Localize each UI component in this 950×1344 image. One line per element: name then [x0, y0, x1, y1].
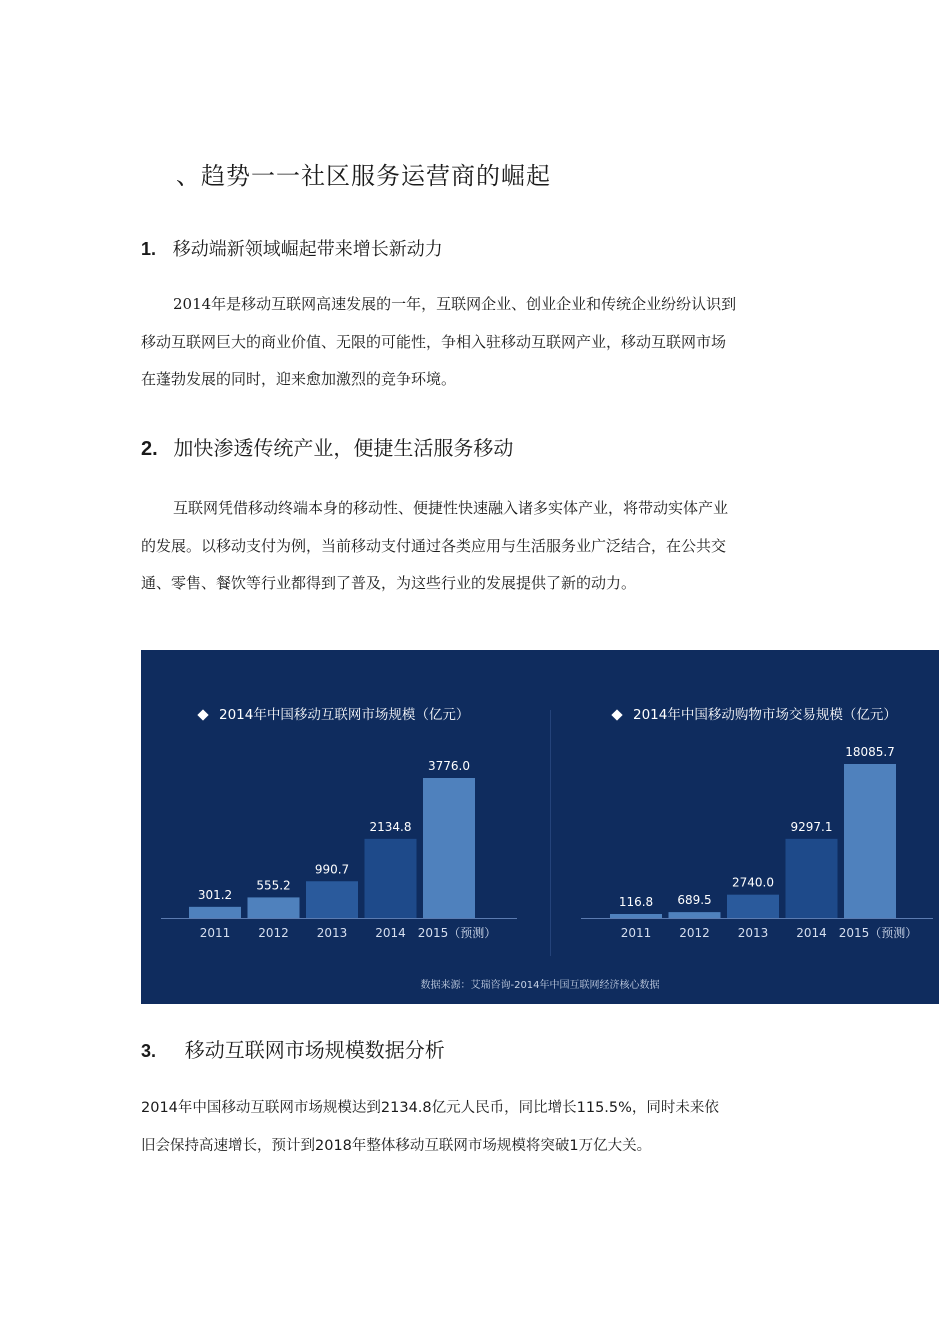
chart-2-bar: [610, 914, 662, 918]
chart-source-note: 数据来源：艾瑞咨询-2014年中国互联网经济核心数据: [420, 980, 660, 991]
chart-2-tick-label: 2014: [796, 926, 827, 940]
section-2-title: 加快渗透传统产业，便捷生活服务移动: [173, 436, 514, 460]
chart-2-data-label: 2740.0: [732, 875, 774, 890]
chart-1-bar: [306, 881, 358, 918]
chart-2-data-label: 9297.1: [790, 819, 833, 834]
chart-2-tick-label: 2013: [737, 926, 769, 940]
section-1-title: 移动端新领域崛起带来增长新动力: [172, 239, 443, 260]
paragraph-1-line: 在蓬勃发展的同时，迎来愈加激烈的竞争环境。: [141, 370, 457, 388]
chart-2-bar: [727, 895, 779, 918]
chart-2-data-label: 18085.7: [845, 745, 895, 759]
document-title: 、趋势一一社区服务运营商的崛起: [176, 162, 551, 190]
chart-1-data-label: 990.7: [314, 862, 350, 877]
chart-2-bar: [786, 839, 838, 918]
paragraph-3: [141, 1090, 811, 1165]
chart-1-tick-label: 2014: [375, 926, 406, 940]
chart-2-bar: [669, 912, 721, 918]
chart-1-bar: [423, 778, 475, 918]
diamond-bullet-icon: [197, 709, 208, 720]
chart-1-tick-label: 2012: [258, 926, 289, 940]
paragraph-1-line: 2014年是移动互联网高速发展的一年，互联网企业、创业企业和传统企业纷纷认识到: [173, 295, 737, 313]
chart-1-bar: [365, 839, 417, 918]
chart-panel: [141, 650, 939, 1004]
chart-2-tick-label: 2011: [620, 926, 652, 940]
paragraph-3-line: 2014年中国移动互联网市场规模达到2134.8亿元人民币，同比增长115.5%，同时未来依: [141, 1100, 719, 1116]
chart-2-data-label: 689.5: [677, 893, 712, 908]
chart-2-bar: [844, 764, 896, 918]
paragraph-2-line: 通、零售、餐饮等行业都得到了普及，为这些行业的发展提供了新的动力。: [141, 574, 637, 592]
paragraph-1: [141, 286, 811, 399]
chart-2-tick-label: 2012: [679, 926, 710, 940]
chart-2-tick-label: 2015（预测）: [838, 926, 918, 940]
section-2-heading: [141, 432, 513, 461]
section-3-heading: [141, 1034, 445, 1063]
section-1-heading: [141, 235, 443, 261]
paragraph-1-line: 移动互联网巨大的商业价值、无限的可能性，争相入驻移动互联网产业，移动互联网市场: [141, 332, 727, 351]
diamond-bullet-icon: [611, 709, 622, 720]
paragraph-2-line: 的发展。以移动支付为例，当前移动支付通过各类应用与生活服务业广泛结合，在公共交: [141, 536, 727, 555]
chart-2-title: 2014年中国移动购物市场交易规模（亿元）: [613, 703, 897, 723]
section-1-number: 1.: [141, 239, 157, 259]
chart-1-bar: [248, 897, 300, 918]
chart-1-title: 2014年中国移动互联网市场规模（亿元）: [199, 703, 469, 723]
paragraph-2: [141, 490, 811, 603]
chart-1-tick-label: 2013: [316, 926, 348, 940]
paragraph-2-line: 互联网凭借移动终端本身的移动性、便捷性快速融入诸多实体产业，将带动实体产业: [173, 499, 729, 517]
chart-1-data-label: 3776.0: [428, 759, 470, 773]
section-2-number: 2.: [141, 438, 158, 460]
chart-1-data-label: 555.2: [256, 878, 291, 893]
section-3-number: 3.: [141, 1041, 157, 1061]
chart-1-data-label: 2134.8: [369, 819, 412, 834]
chart-1-bar: [189, 907, 241, 918]
chart-1-tick-label: 2015（预测）: [417, 926, 497, 940]
paragraph-3-line: 旧会保持高速增长，预计到2018年整体移动互联网市场规模将突破1万亿大关。: [141, 1137, 652, 1154]
chart-2-data-label: 116.8: [618, 895, 654, 909]
chart-1-tick-label: 2011: [199, 926, 231, 940]
chart-1-data-label: 301.2: [197, 887, 233, 902]
section-3-title: 移动互联网市场规模数据分析: [184, 1038, 445, 1062]
